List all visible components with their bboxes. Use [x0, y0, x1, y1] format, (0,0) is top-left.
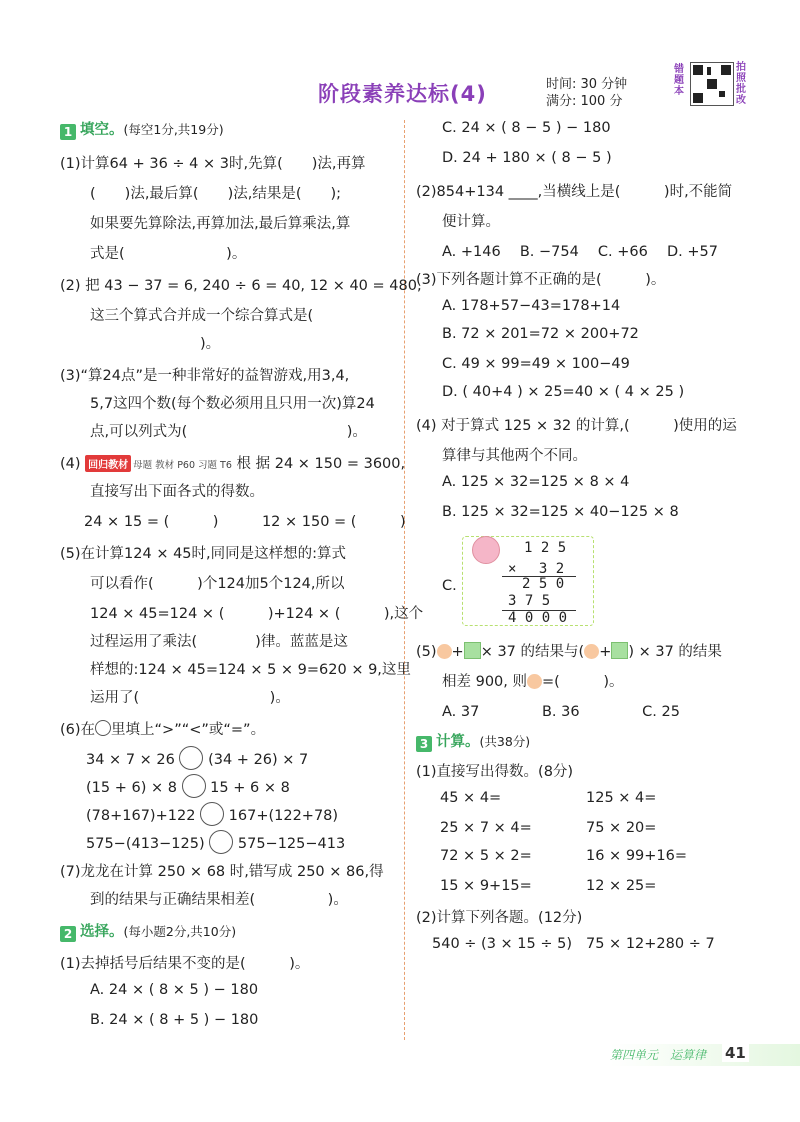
- textbook-tag: 回归教材: [85, 455, 131, 472]
- section-title: 选择。: [80, 924, 124, 940]
- cartoon-avatar-icon: [472, 536, 500, 564]
- question-text: 相差 900, 则: [442, 674, 528, 690]
- question-text: 式是( )。: [90, 246, 247, 262]
- calc-item: 125 × 4=: [586, 790, 657, 806]
- calc-item: 540 ÷ (3 × 15 ÷ 5): [432, 936, 572, 952]
- section-note: (共38分): [479, 734, 531, 749]
- section-badge: 2: [60, 926, 76, 942]
- question-text: 里填上“>”“<”或“=”。: [111, 722, 266, 738]
- page-title: 阶段素养达标(4): [318, 82, 487, 106]
- option-b[interactable]: B. 125 × 32=125 × 40−125 × 8: [442, 504, 679, 520]
- compare-right: 167+(122+78): [228, 808, 339, 824]
- options-row[interactable]: A. 37 B. 36 C. 25: [442, 704, 680, 720]
- plus-sign: +: [599, 644, 612, 660]
- section-3-header: [416, 730, 530, 752]
- section-badge: 1: [60, 124, 76, 140]
- vertical-row: 4 0 0 0: [508, 610, 568, 626]
- compare-right: (34 + 26) × 7: [208, 752, 309, 768]
- question-number: (5): [416, 644, 437, 660]
- question-number: (4): [60, 456, 81, 472]
- option-b[interactable]: B. 24 × ( 8 + 5 ) − 180: [90, 1012, 259, 1028]
- question-text: (3)下列各题计算不正确的是( )。: [416, 272, 666, 288]
- compare-right: 575−125−413: [237, 836, 346, 852]
- question-text: 到的结果与正确结果相差( )。: [90, 892, 348, 908]
- section-1-header: [60, 118, 224, 140]
- options-row[interactable]: A. +146 B. −754 C. +66 D. +57: [442, 244, 718, 260]
- question-text: 这三个算式合并成一个综合算式是(: [90, 308, 314, 324]
- question-text: × 37 的结果与(: [480, 644, 585, 660]
- section-note: (每空1分,共19分): [123, 122, 224, 137]
- compare-row: [86, 774, 290, 798]
- calc-item: 75 × 12+280 ÷ 7: [586, 936, 715, 952]
- option-a[interactable]: A. 178+57−43=178+14: [442, 298, 621, 314]
- calc-item: 75 × 20=: [586, 820, 657, 836]
- section-title: 计算。: [436, 734, 480, 750]
- section-badge: 3: [416, 736, 432, 752]
- question-text: 根 据 24 × 150 = 3600,: [236, 456, 406, 472]
- orange-circle-icon: [584, 644, 599, 659]
- textbook-ref: 母题 教材 P60 习题 T6: [133, 460, 232, 471]
- question-text: 便计算。: [442, 214, 500, 230]
- question-text: (2) 把 43 − 37 = 6, 240 ÷ 6 = 40, 12 × 40 = 480,: [60, 278, 422, 294]
- question-text: (1)直接写出得数。(8分): [416, 764, 574, 780]
- question-text: 样想的:124 × 45=124 × 5 × 9=620 × 9,这里: [90, 662, 411, 678]
- page-number: 41: [722, 1044, 749, 1062]
- question-5-line2: [442, 670, 623, 691]
- question-text: (2)计算下列各题。(12分): [416, 910, 583, 926]
- column-divider: [404, 120, 405, 1040]
- question-text: (1)计算64 + 36 ÷ 4 × 3时,先算( )法,再算: [60, 156, 366, 172]
- compare-left: 34 × 7 × 26: [86, 752, 175, 768]
- option-c[interactable]: C.: [442, 578, 457, 594]
- compare-right: 15 + 6 × 8: [210, 780, 290, 796]
- question-text: 算律与其他两个不同。: [442, 448, 587, 464]
- full-score: 满分: 100 分: [546, 94, 623, 109]
- question-text: 运用了( )。: [90, 690, 290, 706]
- plus-sign: +: [451, 644, 464, 660]
- orange-circle-icon: [437, 644, 452, 659]
- vertical-row: 1 2 5: [524, 540, 567, 556]
- question-text: (1)去掉括号后结果不变的是( )。: [60, 956, 310, 972]
- question-6-line: [60, 718, 265, 739]
- question-text: (2)854+134 ____,当横线上是( )时,不能简: [416, 184, 733, 200]
- option-a[interactable]: A. 24 × ( 8 × 5 ) − 180: [90, 982, 259, 998]
- question-5-line: [416, 640, 722, 661]
- option-a[interactable]: A. 125 × 32=125 × 8 × 4: [442, 474, 630, 490]
- orange-circle-icon: [527, 674, 542, 689]
- calc-item: 16 × 99+16=: [586, 848, 688, 864]
- calc-item: 25 × 7 × 4=: [440, 820, 532, 836]
- compare-row: [86, 746, 308, 770]
- option-d[interactable]: D. 24 + 180 × ( 8 − 5 ): [442, 150, 612, 166]
- question-text: ( )法,最后算( )法,结果是( );: [90, 186, 342, 202]
- compare-blank[interactable]: [182, 774, 206, 798]
- calc-item: 12 × 25=: [586, 878, 657, 894]
- option-d[interactable]: D. ( 40+4 ) × 25=40 × ( 4 × 25 ): [442, 384, 685, 400]
- option-b[interactable]: B. 72 × 201=72 × 200+72: [442, 326, 639, 342]
- compare-blank[interactable]: [209, 830, 233, 854]
- section-note: (每小题2分,共10分): [123, 924, 237, 939]
- question-text: )。: [200, 336, 221, 352]
- green-square-icon: [464, 642, 481, 659]
- compare-row: [86, 802, 338, 826]
- page-footer: [610, 1044, 800, 1066]
- question-text: 5,7这四个数(每个数必须用且只用一次)算24: [90, 396, 375, 412]
- question-text: 过程运用了乘法( )律。蓝蓝是这: [90, 634, 348, 650]
- question-text: 直接写出下面各式的得数。: [90, 484, 264, 500]
- section-title: 填空。: [80, 122, 124, 138]
- green-square-icon: [611, 642, 628, 659]
- section-2-header: [60, 920, 236, 942]
- question-text: ) × 37 的结果: [628, 644, 722, 660]
- unit-label: 第四单元 运算律: [610, 1048, 707, 1062]
- question-text: 124 × 45=124 × ( )+124 × ( ),这个: [90, 606, 424, 622]
- qr-left-label: 错题本: [674, 64, 684, 97]
- question-text: (5)在计算124 × 45时,同同是这样想的:算式: [60, 546, 347, 562]
- vertical-row: 3 7 5: [508, 593, 551, 609]
- question-text: (3)“算24点”是一种非常好的益智游戏,用3,4,: [60, 368, 350, 384]
- compare-left: (15 + 6) × 8: [86, 780, 177, 796]
- calc-item: 45 × 4=: [440, 790, 502, 806]
- circle-icon: [95, 720, 111, 736]
- compare-blank[interactable]: [200, 802, 224, 826]
- question-4-line: [60, 452, 405, 473]
- question-text: 24 × 15 = ( ) 12 × 150 = ( ): [84, 514, 406, 530]
- question-text: (6)在: [60, 722, 96, 738]
- vertical-row: 2 5 0: [522, 576, 565, 592]
- vertical-row: × 3 2: [508, 561, 565, 577]
- question-text: =( )。: [542, 674, 624, 690]
- calc-item: 72 × 5 × 2=: [440, 848, 532, 864]
- compare-left: (78+167)+122: [86, 808, 196, 824]
- question-text: 点,可以列式为( )。: [90, 424, 367, 440]
- question-text: 可以看作( )个124加5个124,所以: [90, 576, 345, 592]
- compare-left: 575−(413−125): [86, 836, 205, 852]
- option-c[interactable]: C. 49 × 99=49 × 100−49: [442, 356, 630, 372]
- exam-meta: [546, 76, 627, 110]
- question-text: (7)龙龙在计算 250 × 68 时,错写成 250 × 86,得: [60, 864, 384, 880]
- calc-item: 15 × 9+15=: [440, 878, 532, 894]
- question-text: (4) 对于算式 125 × 32 的计算,( )使用的运: [416, 418, 737, 434]
- time-limit: 时间: 30 分钟: [546, 77, 628, 92]
- compare-row: [86, 830, 345, 854]
- qr-right-label: 拍照批改: [736, 62, 746, 106]
- question-text: 如果要先算除法,再算加法,最后算乘法,算: [90, 216, 351, 232]
- compare-blank[interactable]: [179, 746, 203, 770]
- qr-code-icon[interactable]: [690, 62, 734, 106]
- option-c[interactable]: C. 24 × ( 8 − 5 ) − 180: [442, 120, 611, 136]
